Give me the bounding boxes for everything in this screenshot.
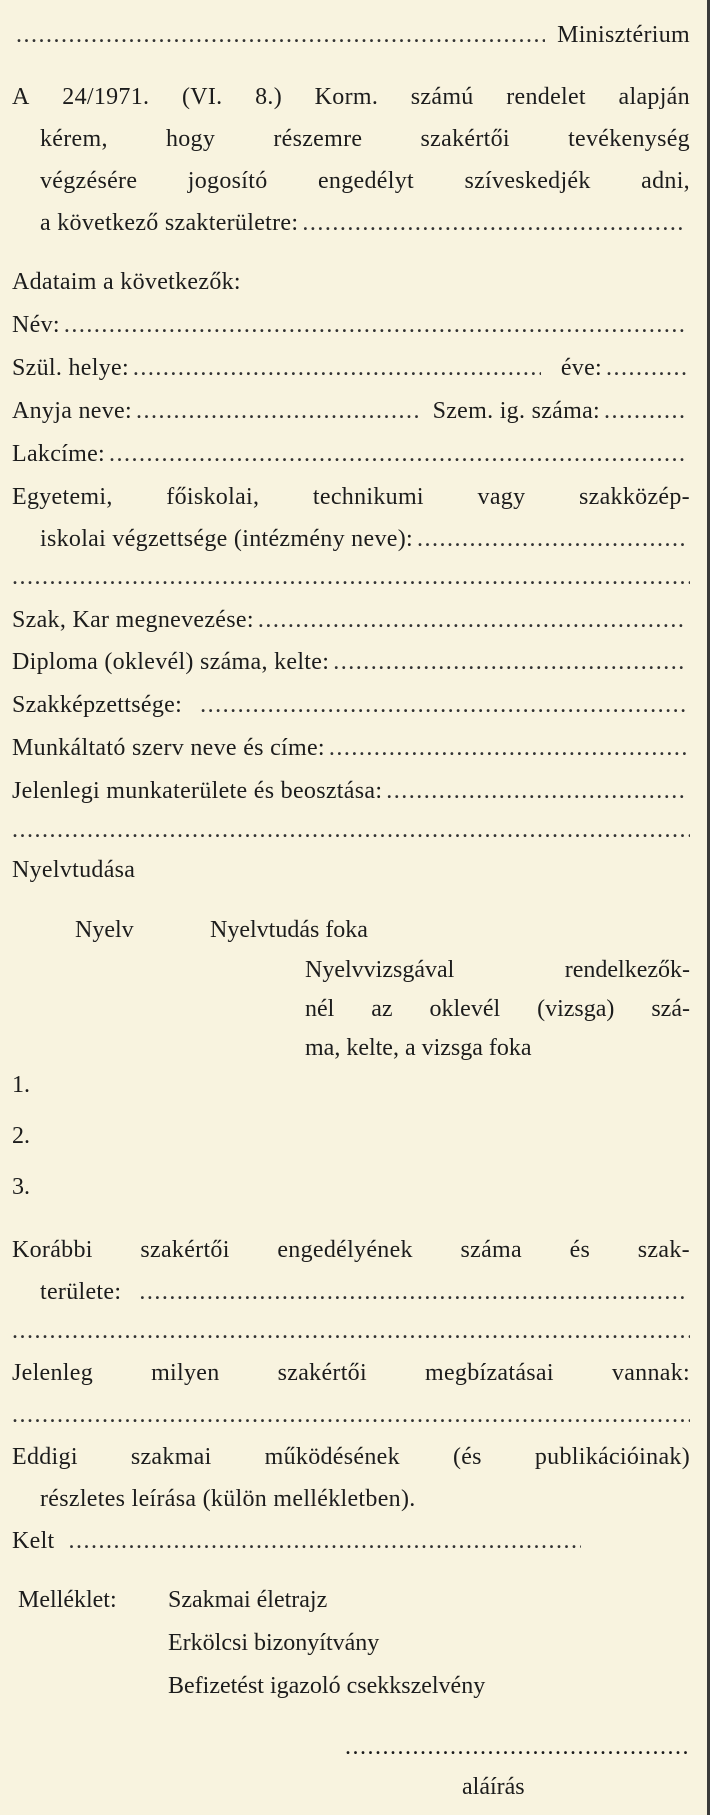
- field-major: [12, 603, 690, 637]
- intro-word: alapján: [618, 84, 690, 110]
- field-label-word: engedélyének: [277, 1237, 413, 1263]
- employer-blank[interactable]: [329, 731, 686, 765]
- column-header-word: Nyelvvizsgával: [305, 957, 455, 983]
- intro-word: jogosító: [187, 168, 268, 194]
- field-label-word: szakközép-: [579, 484, 690, 510]
- intro-line-1: [12, 80, 690, 114]
- body-word: Eddigi: [12, 1444, 78, 1470]
- intro-word: tevékenység: [568, 126, 690, 152]
- field-label-word: Jelenleg: [12, 1360, 94, 1386]
- field-name: [12, 308, 690, 342]
- field-kelt: [12, 1524, 585, 1558]
- field-label: Szem. ig. száma:: [432, 398, 600, 424]
- field-label-word: és: [569, 1237, 591, 1263]
- field-label: a következő szakterületre:: [40, 210, 299, 236]
- intro-word: szíveskedjék: [464, 168, 591, 194]
- current-assignments-continuation: [12, 1398, 690, 1432]
- field-employer: [12, 731, 690, 765]
- column-header-exam-line-1: [305, 953, 690, 987]
- field-label-word: vagy: [477, 484, 526, 510]
- column-header-language: Nyelv: [75, 917, 134, 943]
- birthplace-blank[interactable]: [133, 351, 541, 385]
- field-diploma: [12, 645, 690, 679]
- field-label: Név:: [12, 312, 60, 338]
- field-label-word: szak-: [637, 1237, 690, 1263]
- field-label: Szül. helye:: [12, 355, 129, 381]
- column-header-word: szá-: [651, 996, 690, 1022]
- field-education-line-1: [12, 480, 690, 514]
- field-label: Munkáltató szerv neve és címe:: [12, 735, 325, 761]
- column-header-word: az: [371, 996, 393, 1022]
- field-label: Diploma (oklevél) száma, kelte:: [12, 649, 330, 675]
- intro-line-2: [40, 122, 690, 156]
- column-header-exam-line-3: ma, kelte, a vizsga foka: [305, 1035, 532, 1061]
- institution-continuation: [12, 560, 690, 594]
- previous-license-continuation: [12, 1314, 690, 1348]
- field-previous-license-line-1: [12, 1233, 690, 1267]
- kelt-blank[interactable]: [69, 1524, 581, 1558]
- intro-word: végzésére: [40, 168, 138, 194]
- name-blank[interactable]: [64, 308, 686, 342]
- body-word: működésének: [264, 1444, 400, 1470]
- current-position-continuation: [12, 813, 690, 847]
- column-header-word: rendelkezők-: [564, 957, 690, 983]
- attachment-item: Szakmai életrajz: [168, 1587, 328, 1613]
- field-birthplace: [12, 351, 690, 385]
- field-qualification: [12, 688, 690, 722]
- current-position-blank[interactable]: [386, 774, 686, 808]
- signature-blank[interactable]: [345, 1730, 690, 1764]
- intro-word: számú: [410, 84, 474, 110]
- body-word: szakmai: [130, 1444, 212, 1470]
- intro-word: rendelet: [506, 84, 586, 110]
- body-word: (és: [452, 1444, 482, 1470]
- field-label-word: vannak:: [611, 1360, 690, 1386]
- field-mother-name: [12, 394, 690, 428]
- language-row-3[interactable]: 3.: [12, 1174, 30, 1200]
- column-header-exam-line-2: [305, 992, 690, 1026]
- field-label-word: Korábbi: [12, 1237, 93, 1263]
- field-label-word: megbízatásai: [424, 1360, 554, 1386]
- activity-line-2: [40, 1482, 690, 1516]
- institution-blank-2[interactable]: [12, 560, 690, 594]
- field-address: [12, 437, 690, 471]
- intro-line-3: [40, 164, 690, 198]
- field-label: Jelenlegi munkaterülete és beosztása:: [12, 778, 383, 804]
- intro-word: hogy: [165, 126, 216, 152]
- section-heading: Adataim a következők:: [12, 269, 241, 295]
- language-heading: [12, 853, 690, 887]
- attachment-item: Erkölcsi bizonyítvány: [168, 1630, 380, 1656]
- field-label: Kelt: [12, 1528, 55, 1554]
- field-label-word: szakértői: [277, 1360, 367, 1386]
- field-current-position: [12, 774, 690, 808]
- field-education-line-2: [40, 522, 690, 556]
- field-label: Szak, Kar megnevezése:: [12, 607, 254, 633]
- field-label-word: Egyetemi,: [12, 484, 113, 510]
- column-header-level: Nyelvtudás foka: [210, 917, 368, 943]
- intro-word: adni,: [641, 168, 690, 194]
- body-text: részletes leírása (külön mellékletben).: [40, 1486, 416, 1512]
- institution-blank[interactable]: [417, 522, 686, 556]
- attachments-label: Melléklet:: [18, 1587, 117, 1613]
- language-row-2[interactable]: 2.: [12, 1123, 30, 1149]
- personal-heading: [12, 265, 690, 299]
- field-label: Szakképzettsége:: [12, 692, 183, 718]
- birth-year-blank[interactable]: [606, 351, 686, 385]
- intro-word: (VI.: [181, 84, 223, 110]
- major-blank[interactable]: [258, 603, 686, 637]
- field-field-of-expertise: [40, 206, 690, 240]
- ministry-blank[interactable]: [16, 18, 545, 52]
- intro-word: szakértői: [420, 126, 510, 152]
- ministry-line: [12, 18, 690, 52]
- body-word: publikációinak): [534, 1444, 690, 1470]
- current-assignments-blank[interactable]: [12, 1398, 690, 1432]
- column-header-word: nél: [305, 996, 335, 1022]
- field-previous-license-line-2: [40, 1275, 690, 1309]
- intro-word: Korm.: [314, 84, 379, 110]
- field-label-word: szakértői: [140, 1237, 230, 1263]
- field-current-assignments: [12, 1356, 690, 1390]
- field-of-expertise-blank[interactable]: [302, 206, 686, 240]
- field-label-word: technikumi: [312, 484, 424, 510]
- field-label: Anyja neve:: [12, 398, 132, 424]
- language-row-1[interactable]: 1.: [12, 1072, 30, 1098]
- field-label: éve:: [560, 355, 602, 381]
- field-label: területe:: [40, 1279, 122, 1305]
- qualification-blank[interactable]: [200, 688, 686, 722]
- intro-word: engedélyt: [317, 168, 414, 194]
- intro-word: A: [12, 84, 30, 110]
- signature-label: aláírás: [462, 1774, 525, 1800]
- section-heading: Nyelvtudása: [12, 857, 136, 883]
- intro-word: részemre: [273, 126, 363, 152]
- previous-license-blank[interactable]: [139, 1275, 686, 1309]
- mother-name-blank[interactable]: [136, 394, 419, 428]
- field-label-word: milyen: [151, 1360, 220, 1386]
- previous-license-blank-2[interactable]: [12, 1314, 690, 1348]
- column-header-word: (vizsga): [537, 996, 615, 1022]
- id-number-blank[interactable]: [604, 394, 686, 428]
- intro-word: 24/1971.: [62, 84, 150, 110]
- diploma-blank[interactable]: [333, 645, 686, 679]
- attachment-item: Befizetést igazoló csekkszelvény: [168, 1673, 486, 1699]
- field-label-word: főiskolai,: [166, 484, 260, 510]
- field-label-word: száma: [460, 1237, 522, 1263]
- address-blank[interactable]: [109, 437, 686, 471]
- column-header-word: oklevél: [429, 996, 501, 1022]
- ministry-label: Minisztérium: [557, 22, 690, 48]
- field-label: iskolai végzettsége (intézmény neve):: [40, 526, 413, 552]
- activity-line-1: [12, 1440, 690, 1474]
- intro-word: 8.): [255, 84, 283, 110]
- current-position-blank-2[interactable]: [12, 813, 690, 847]
- field-label: Lakcíme:: [12, 441, 106, 467]
- intro-word: kérem,: [40, 126, 108, 152]
